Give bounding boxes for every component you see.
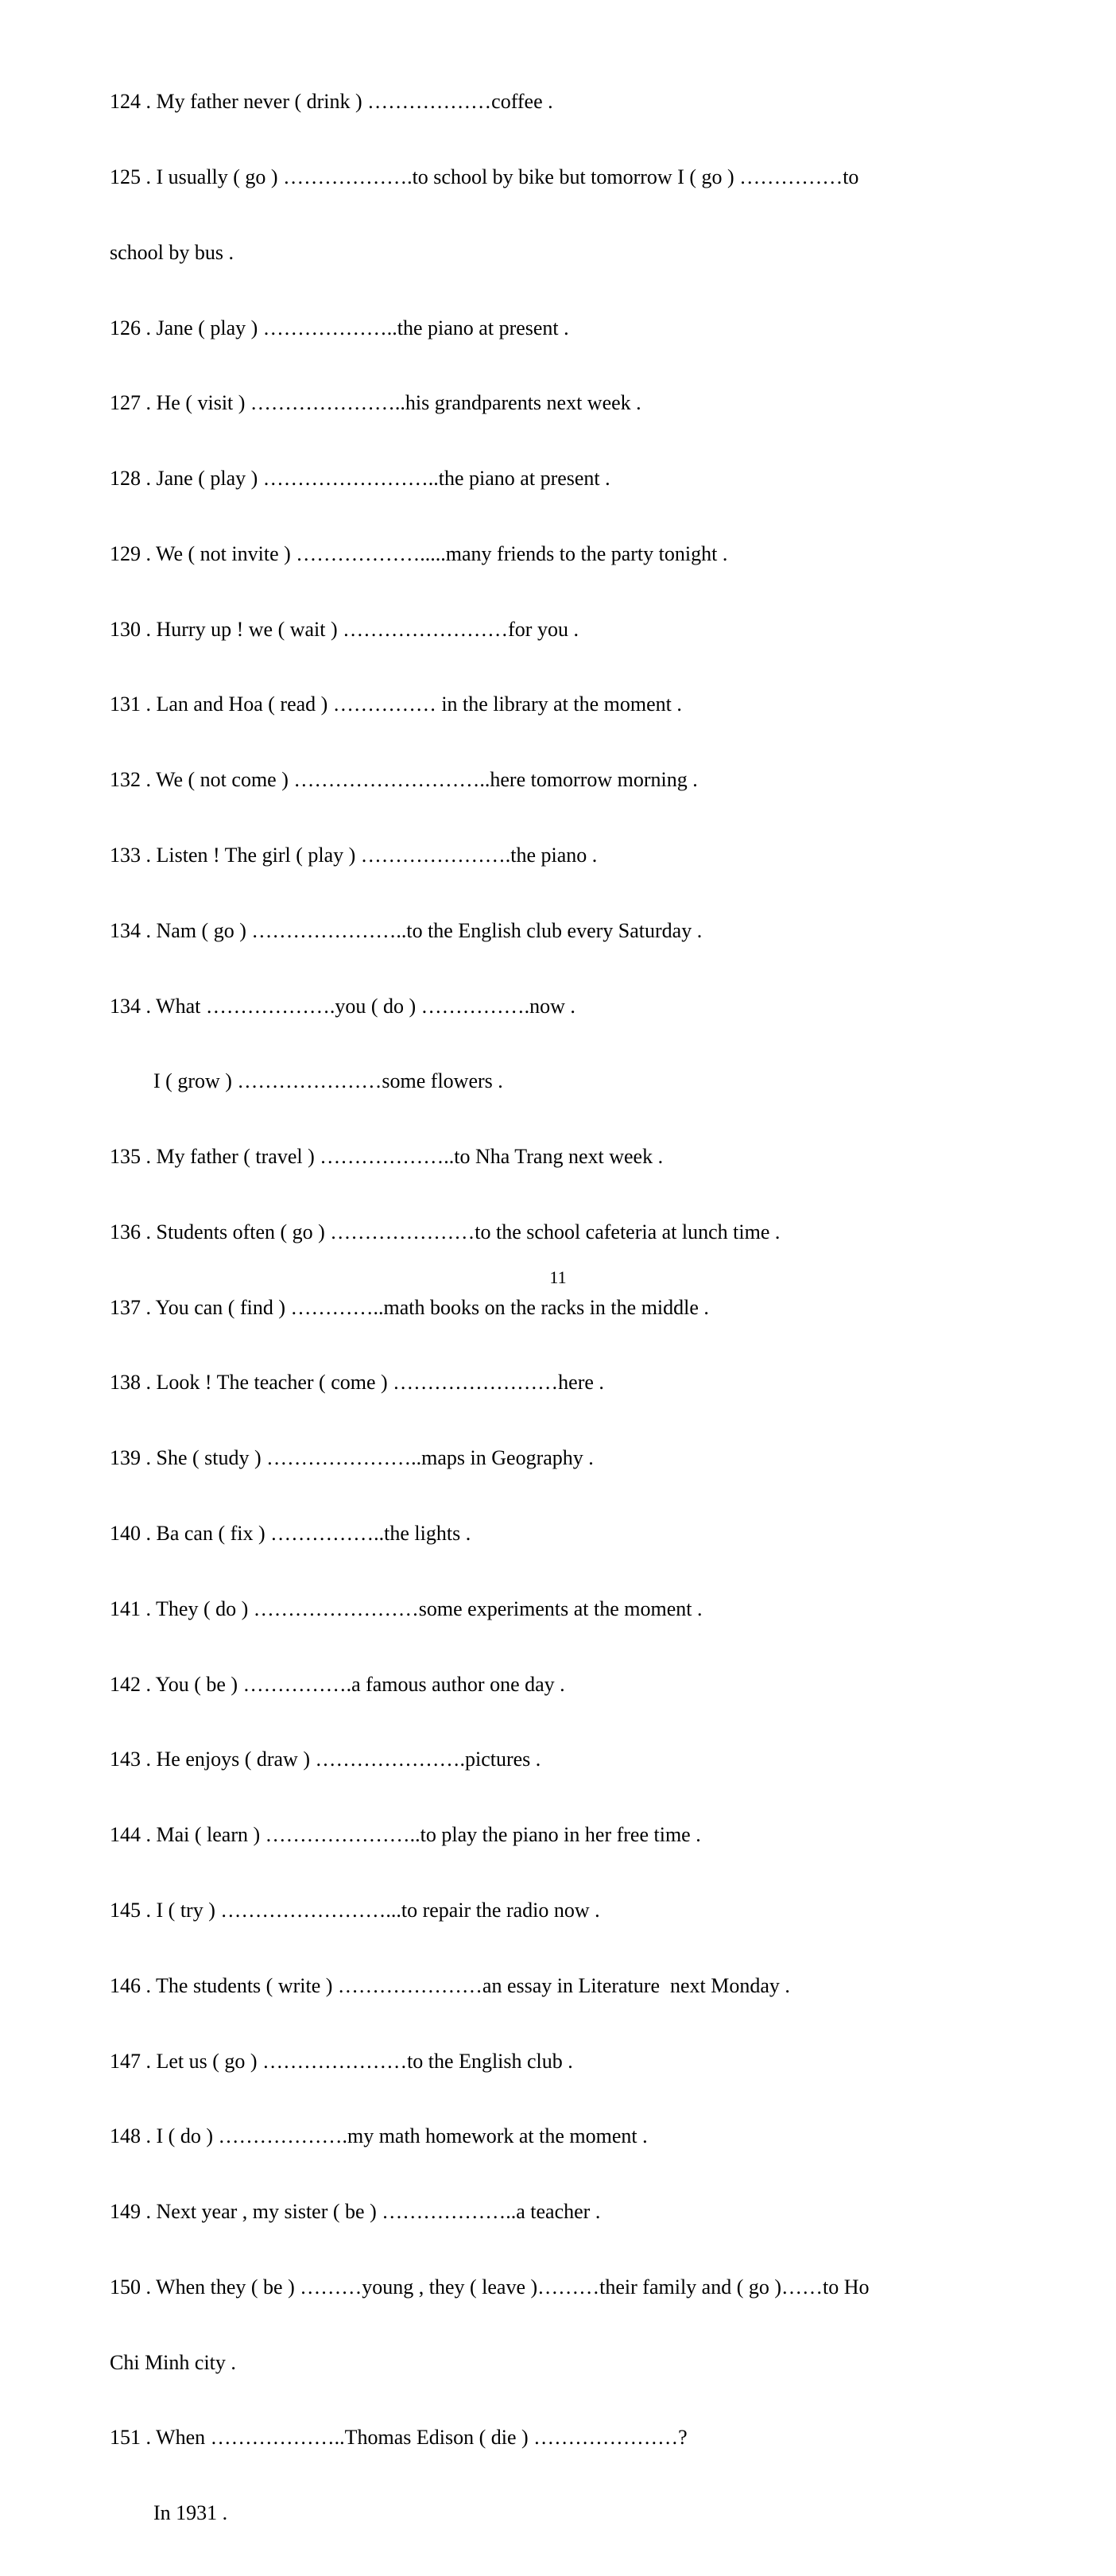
- exercise-answer-line: I ( grow ) …………………some flowers .: [153, 1069, 503, 1093]
- exercise-line: 140 . Ba can ( fix ) ……………..the lights .: [110, 1522, 471, 1546]
- exercise-line: 150 . When they ( be ) ………young , they ( leave )………their family and ( go )……to Ho: [110, 2275, 870, 2299]
- exercise-line-continuation: Chi Minh city .: [110, 2350, 236, 2374]
- exercise-line-continuation: school by bus .: [110, 240, 234, 264]
- exercise-line: 143 . He enjoys ( draw ) ………………….pictures .: [110, 1748, 541, 1771]
- exercise-line: 127 . He ( visit ) …………………..his grandparents next week .: [110, 391, 641, 415]
- exercise-line: 135 . My father ( travel ) ………………..to Nha Trang next week .: [110, 1145, 664, 1169]
- exercise-line: 129 . We ( not invite ) ……………….....many friends to the party tonight .: [110, 541, 728, 565]
- exercise-line: 138 . Look ! The teacher ( come ) ……………………here .: [110, 1371, 604, 1395]
- exercise-line: 130 . Hurry up ! we ( wait ) ……………………for you .: [110, 617, 579, 641]
- exercise-line: 145 . I ( try ) ……………………...to repair the radio now .: [110, 1898, 600, 1922]
- exercise-line: 125 . I usually ( go ) ……………….to school by bike but tomorrow I ( go ) ……………to: [110, 165, 859, 188]
- exercise-line: 149 . Next year , my sister ( be ) ………………..a teacher .: [110, 2200, 601, 2224]
- exercise-line: 142 . You ( be ) …………….a famous author one day .: [110, 1672, 565, 1696]
- exercise-line: 141 . They ( do ) ……………………some experiments at the moment .: [110, 1596, 703, 1620]
- exercise-line: 146 . The students ( write ) …………………an essay in Literature next Monday .: [110, 1973, 790, 1997]
- exercise-line: 134 . What ……………….you ( do ) …………….now .: [110, 994, 575, 1018]
- exercise-line: 137 . You can ( find ) …………..math books on the racks in the middle .: [110, 1295, 709, 1319]
- exercise-line: 147 . Let us ( go ) …………………to the English club .: [110, 2049, 573, 2073]
- exercise-line: 131 . Lan and Hoa ( read ) …………… in the library at the moment .: [110, 692, 682, 716]
- exercise-line: 139 . She ( study ) …………………..maps in Geography .: [110, 1446, 594, 1470]
- exercise-line: 148 . I ( do ) ……………….my math homework at the moment .: [110, 2124, 648, 2148]
- exercise-line: 133 . Listen ! The girl ( play ) ………………….the piano .: [110, 844, 598, 867]
- exercise-line: 124 . My father never ( drink ) ………………coffee .: [110, 90, 553, 114]
- exercise-list: [110, 39, 1000, 2576]
- page-number: 11: [549, 1267, 567, 1287]
- exercise-line: 134 . Nam ( go ) …………………..to the English club every Saturday .: [110, 918, 703, 942]
- exercise-line: 144 . Mai ( learn ) …………………..to play the piano in her free time .: [110, 1823, 701, 1847]
- exercise-line: 136 . Students often ( go ) …………………to the school cafeteria at lunch time .: [110, 1220, 781, 1243]
- exercise-line: 126 . Jane ( play ) ………………..the piano at present .: [110, 316, 569, 339]
- exercise-answer-line: In 1931 .: [153, 2501, 228, 2525]
- exercise-line: 128 . Jane ( play ) ……………………..the piano at present .: [110, 467, 610, 491]
- exercise-line: 132 . We ( not come ) ………………………..here tomorrow morning .: [110, 768, 698, 792]
- exercise-line: 151 . When ………………..Thomas Edison ( die ) …………………?: [110, 2426, 688, 2450]
